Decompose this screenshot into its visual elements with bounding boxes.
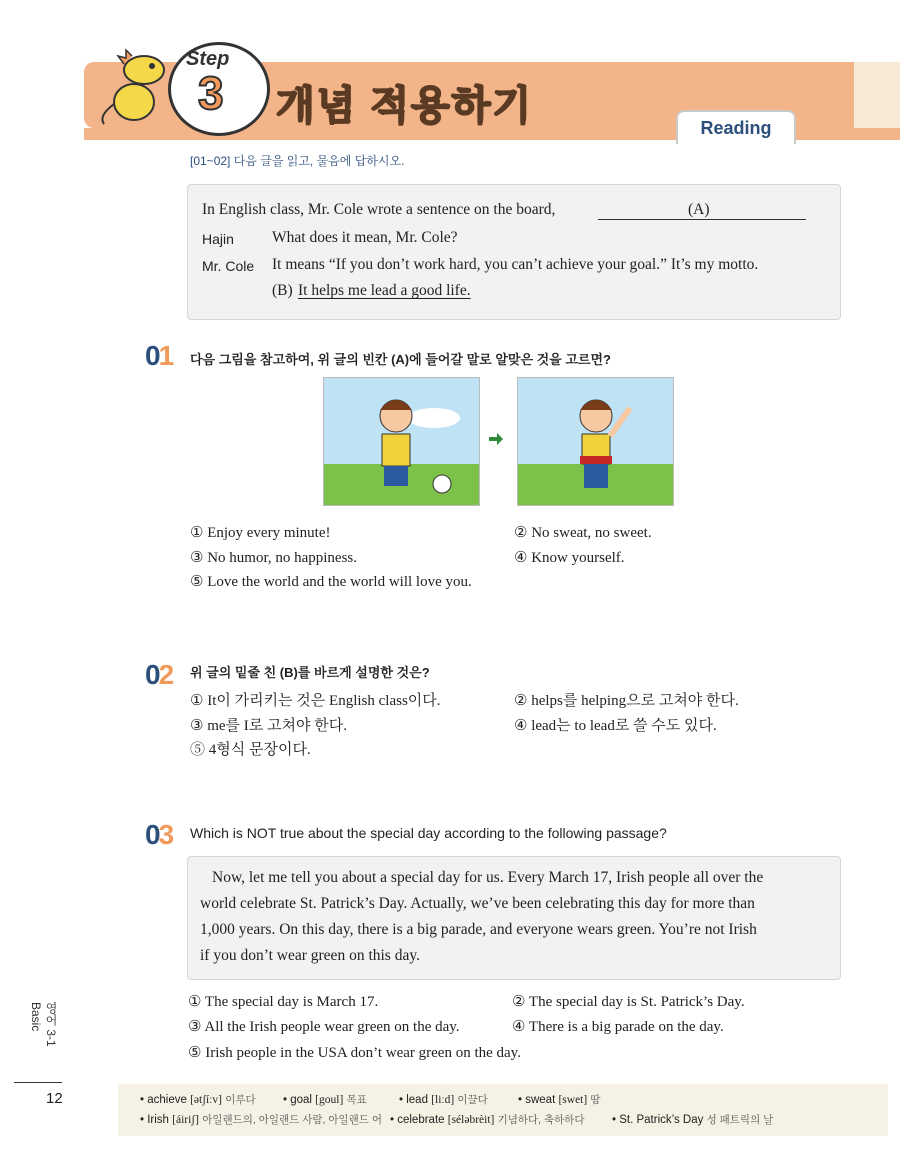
underlined-b-text: It helps me lead a good life. bbox=[298, 282, 471, 299]
hajin-line: What does it mean, Mr. Cole? bbox=[272, 229, 458, 246]
vocab-celebrate: • celebrate [séləbrèit] 기념하다, 축하하다 bbox=[390, 1114, 585, 1126]
q1-option-4[interactable]: ④ Know yourself. bbox=[514, 550, 625, 566]
q3-option-1[interactable]: ① The special day is March 17. bbox=[188, 994, 379, 1010]
step-number: 3 bbox=[198, 67, 224, 119]
question-3-text: Which is NOT true about the special day according to the following passage? bbox=[190, 825, 667, 841]
q2-option-4[interactable]: ④ lead는 to lead로 쓸 수도 있다. bbox=[514, 718, 717, 734]
tired-boy-illustration bbox=[323, 377, 480, 506]
vocab-st-patricks-day: • St. Patrick’s Day 성 패트릭의 날 bbox=[612, 1114, 774, 1126]
step-word: Step bbox=[186, 48, 230, 70]
book-side-label: 영어 3-1 Basic bbox=[29, 1002, 58, 1047]
happy-boy-illustration bbox=[517, 377, 674, 506]
speaker-mr-cole: Mr. Cole bbox=[202, 258, 255, 274]
passage-box-1 bbox=[187, 184, 841, 320]
passage-box-3 bbox=[187, 856, 841, 980]
blank-a-label: (A) bbox=[688, 201, 710, 218]
q2-option-5[interactable]: ⑤ 4형식 문장이다. bbox=[190, 742, 311, 758]
vocab-lead: • lead [liːd] 이끌다 bbox=[399, 1094, 488, 1106]
cole-line: It means “If you don’t work hard, you can’t achieve your goal.” It’s my motto. bbox=[272, 256, 759, 273]
section-tab-reading: Reading bbox=[676, 110, 796, 144]
page-title: 개념 적용하기 bbox=[276, 84, 533, 128]
dinosaur-mascot-icon bbox=[94, 44, 174, 128]
vocab-achieve: • achieve [ətʃíːv] 이루다 bbox=[140, 1094, 256, 1106]
q2-option-2[interactable]: ② helps를 helping으로 고쳐야 한다. bbox=[514, 693, 739, 709]
question-1-text: 다음 그림을 참고하여, 위 글의 빈칸 (A)에 들어갈 말로 알맞은 것을 고르면? bbox=[190, 352, 611, 367]
vocab-sweat: • sweat [swet] 땀 bbox=[518, 1094, 601, 1106]
question-number-01: 01 bbox=[145, 340, 173, 371]
q1-option-5[interactable]: ⑤ Love the world and the world will love you. bbox=[190, 574, 472, 590]
q2-option-3[interactable]: ③ me를 I로 고쳐야 한다. bbox=[190, 718, 347, 734]
page-number: 12 bbox=[46, 1090, 63, 1107]
passage-line-1: In English class, Mr. Cole wrote a sentence on the board, bbox=[202, 201, 556, 218]
instruction-text: [01~02] 다음 글을 읽고, 물음에 답하시오. bbox=[190, 154, 405, 168]
passage3-line-4: if you don’t wear green on this day. bbox=[200, 947, 420, 964]
right-arrow-icon bbox=[489, 432, 503, 446]
q1-option-1[interactable]: ① Enjoy every minute! bbox=[190, 525, 331, 541]
q3-option-3[interactable]: ③ All the Irish people wear green on the day. bbox=[188, 1019, 460, 1035]
header-decoration bbox=[854, 62, 900, 128]
q3-option-2[interactable]: ② The special day is St. Patrick’s Day. bbox=[512, 994, 745, 1010]
vocab-goal: • goal [goul] 목표 bbox=[283, 1094, 367, 1106]
vocabulary-bar bbox=[118, 1084, 888, 1136]
vocab-irish: • Irish [áiriʃ] 아일랜드의, 아일랜드 사람, 아일랜드 어 bbox=[140, 1114, 382, 1126]
q1-option-2[interactable]: ② No sweat, no sweet. bbox=[514, 525, 652, 541]
side-rule bbox=[14, 1082, 62, 1083]
passage3-line-3: 1,000 years. On this day, there is a big parade, and everyone wears green. You’re not Irish bbox=[200, 921, 757, 938]
q3-option-5[interactable]: ⑤ Irish people in the USA don’t wear green on the day. bbox=[188, 1045, 521, 1061]
blank-a-line bbox=[598, 219, 806, 220]
q1-option-3[interactable]: ③ No humor, no happiness. bbox=[190, 550, 357, 566]
passage3-line-1: Now, let me tell you about a special day for us. Every March 17, Irish people all over the bbox=[212, 869, 764, 886]
b-label: (B) bbox=[272, 282, 293, 299]
q3-option-4[interactable]: ④ There is a big parade on the day. bbox=[512, 1019, 724, 1035]
question-number-03: 03 bbox=[145, 819, 173, 850]
passage3-line-2: world celebrate St. Patrick’s Day. Actually, we’ve been celebrating this day for more than bbox=[200, 895, 755, 912]
question-number-02: 02 bbox=[145, 659, 173, 690]
question-2-text: 위 글의 밑줄 친 (B)를 바르게 설명한 것은? bbox=[190, 665, 430, 680]
q2-option-1[interactable]: ① It이 가리키는 것은 English class이다. bbox=[190, 693, 441, 709]
speaker-hajin: Hajin bbox=[202, 231, 234, 247]
